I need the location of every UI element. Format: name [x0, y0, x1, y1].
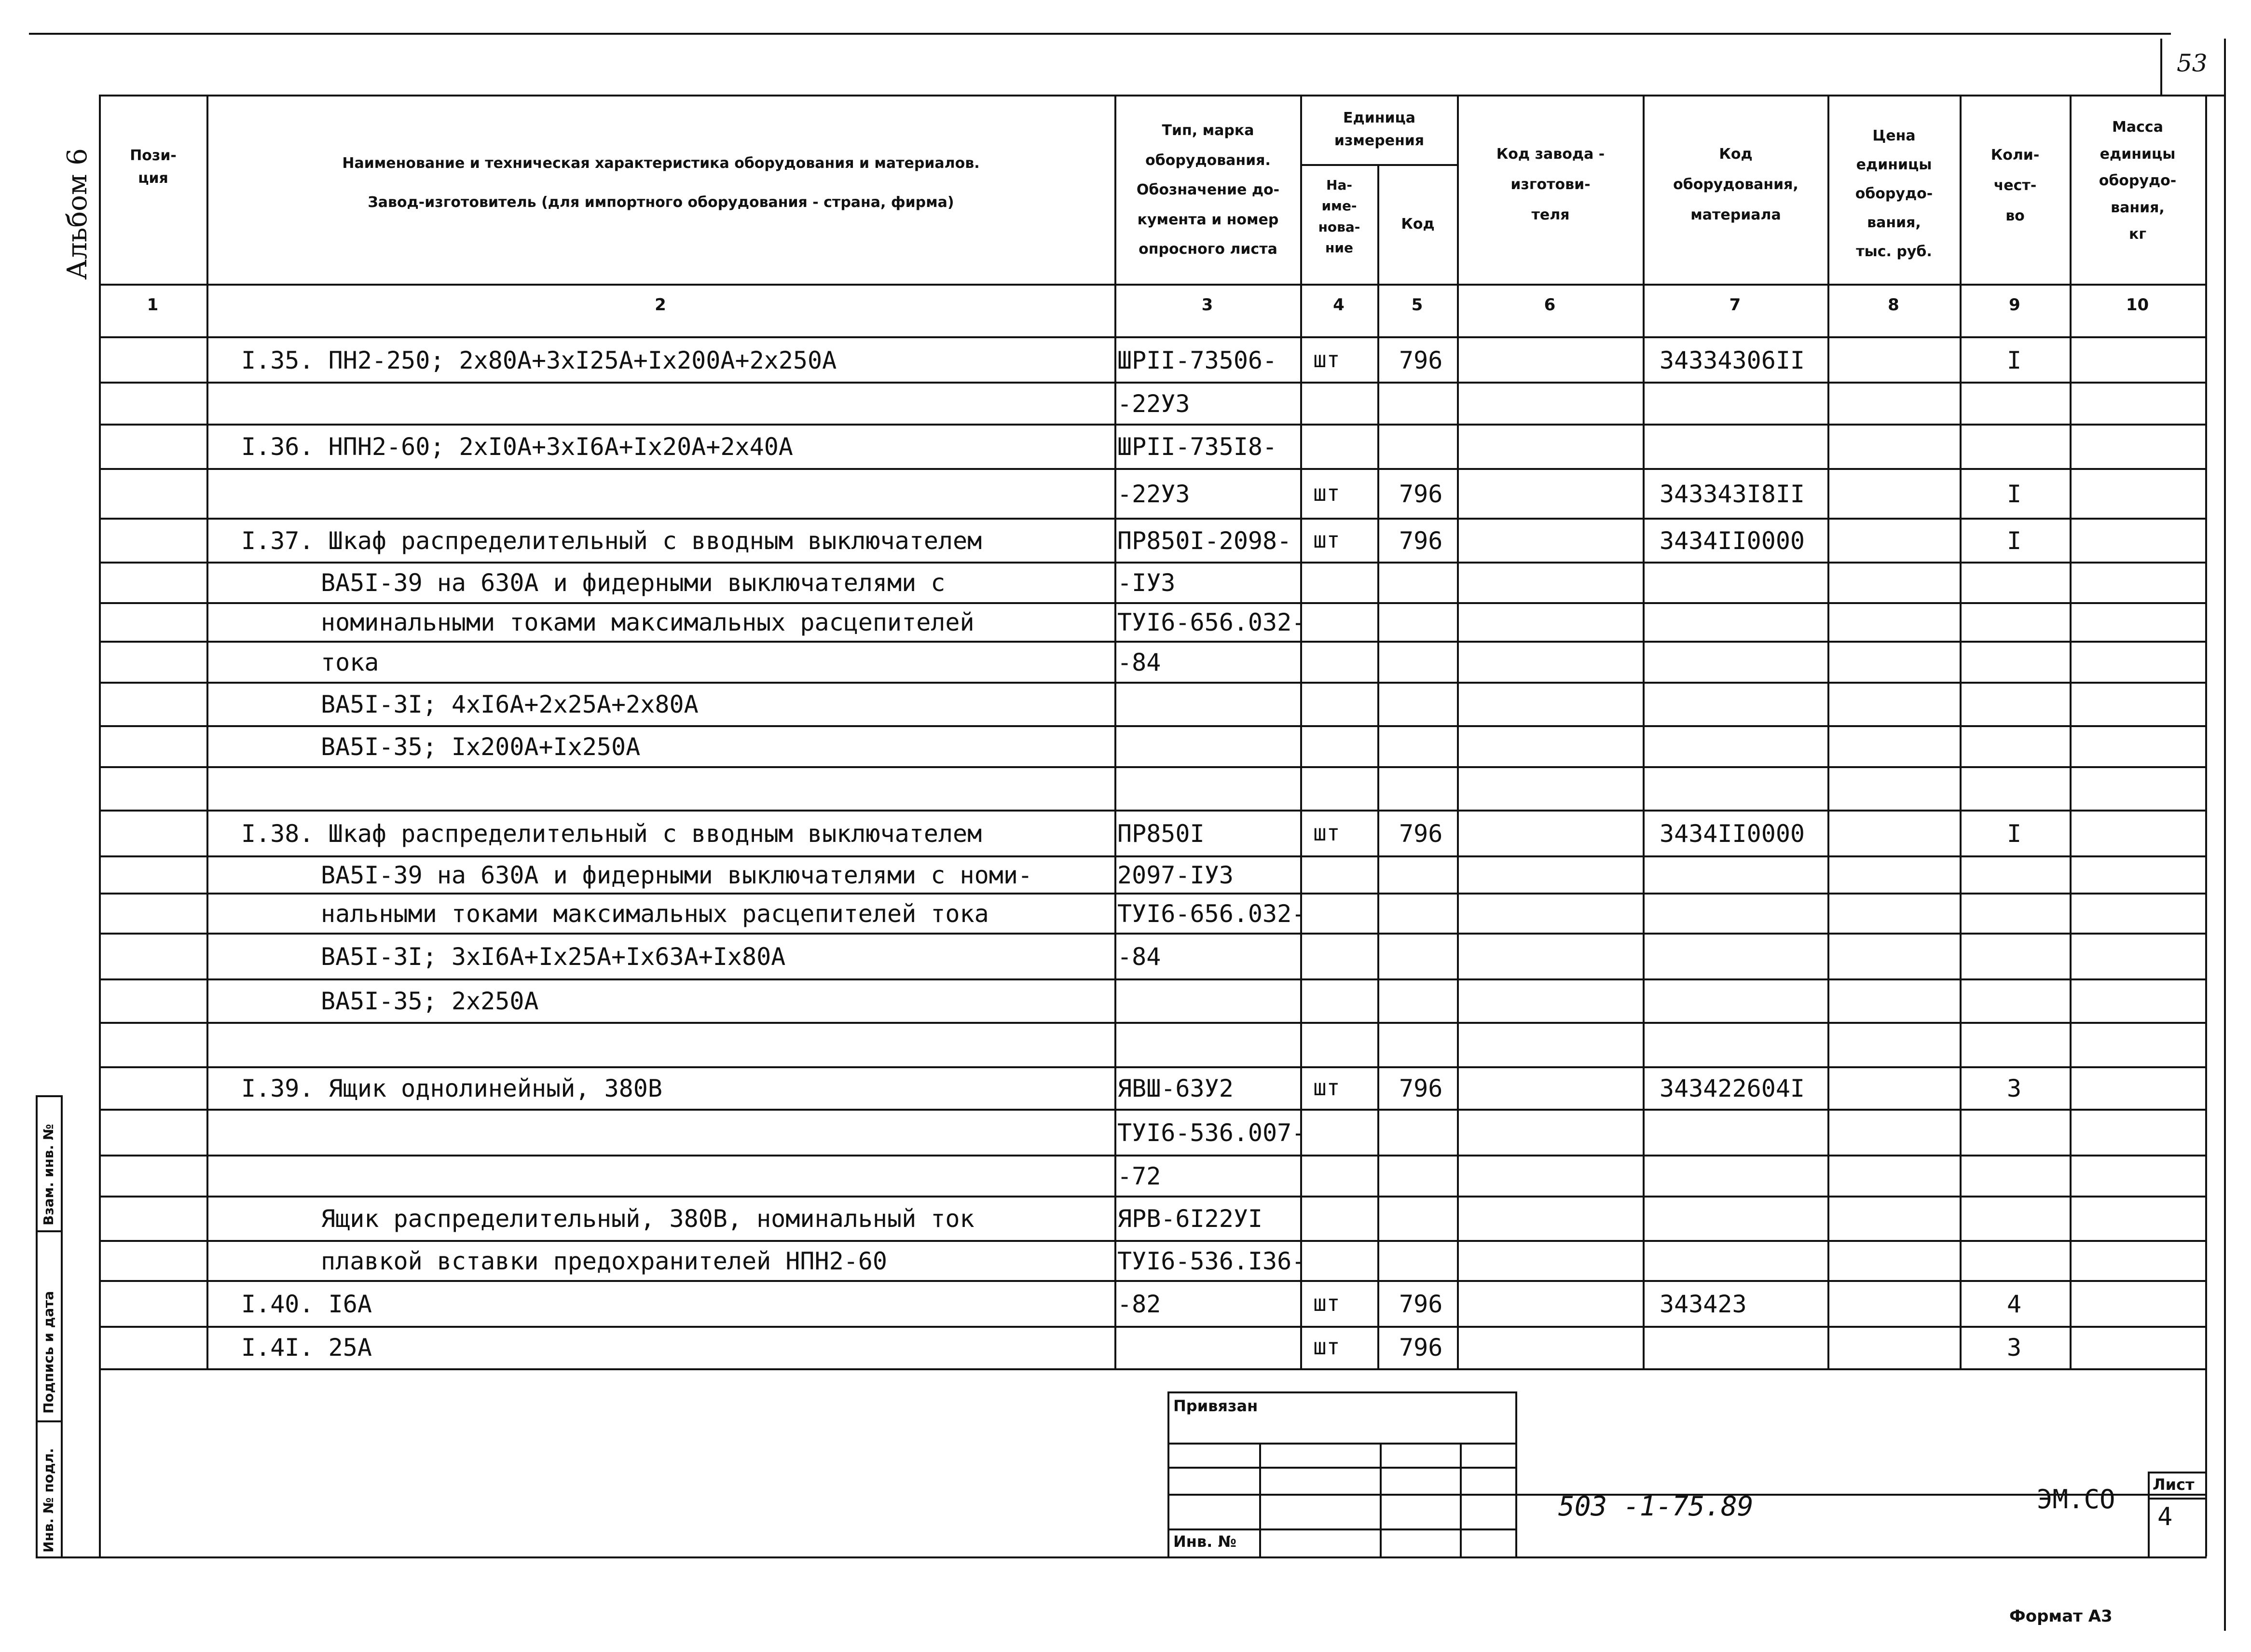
row-divider	[99, 1280, 2207, 1282]
row-type: -82	[1117, 1290, 1161, 1318]
column-number: 10	[2126, 295, 2149, 315]
row-divider	[99, 766, 2207, 768]
stamp-replacement-inventory: Взам. инв. №	[41, 1124, 56, 1225]
document-code: ЭМ.СО	[2037, 1484, 2115, 1514]
row-name: нальными токами максимальных расцепителей тока	[321, 899, 989, 928]
row-code: 796	[1399, 819, 1443, 848]
row-type: -22У3	[1117, 389, 1190, 418]
row-name: I.36. НПН2-60; 2хI0А+3хI6А+Iх20А+2х40А	[241, 433, 793, 461]
row-equip: 343343I8II	[1660, 480, 1805, 508]
row-code: 796	[1399, 526, 1443, 555]
row-divider	[99, 1022, 2207, 1024]
row-type: ШРII-73506-	[1117, 346, 1277, 374]
row-divider	[99, 562, 2207, 564]
row-divider	[99, 725, 2207, 727]
row-unit: шт	[1313, 480, 1340, 506]
row-name: тока	[321, 648, 379, 676]
row-name: Ящик распределительный, 380В, номинальный ток	[321, 1205, 975, 1233]
header-type: Тип, марка оборудования. Обозначение до- кумента и номер опросного листа	[1136, 122, 1280, 258]
row-divider	[99, 602, 2207, 604]
row-qty: I	[2007, 480, 2022, 508]
row-name: ВА5I-3I; 3хI6А+Iх25А+Iх63А+Iх80А	[321, 942, 786, 971]
row-unit: шт	[1313, 526, 1340, 553]
row-divider	[99, 855, 2207, 857]
row-type: 2097-IУ3	[1117, 861, 1234, 889]
column-number: 6	[1544, 295, 1556, 315]
row-equip: 343422604I	[1660, 1074, 1805, 1102]
row-type: ТУI6-656.032-	[1117, 899, 1306, 928]
row-unit: шт	[1313, 819, 1340, 846]
row-name: I.38. Шкаф распределительный с вводным выключателем	[241, 819, 982, 848]
row-type: -22У3	[1117, 480, 1190, 508]
row-name: I.35. ПН2-250; 2х80А+3хI25А+Iх200А+2х250А	[241, 346, 837, 374]
row-code: 796	[1399, 1290, 1443, 1318]
row-name: плавкой вставки предохранителей НПН2-60	[321, 1247, 887, 1275]
row-type: -IУ3	[1117, 569, 1176, 597]
row-qty: I	[2007, 346, 2022, 374]
row-name: I.37. Шкаф распределительный с вводным выключателем	[241, 526, 982, 555]
row-code: 796	[1399, 1074, 1443, 1102]
row-divider	[99, 1240, 2207, 1242]
header-equipment-code: Код оборудования, материала	[1673, 146, 1798, 223]
row-type: ПР850I-2098-	[1117, 526, 1292, 555]
row-qty: 3	[2007, 1074, 2022, 1102]
row-type: ЯВШ-63У2	[1117, 1074, 1234, 1102]
document-number: 503 -1-75.89	[1558, 1491, 1754, 1522]
header-quantity: Коли- чест- во	[1990, 147, 2040, 224]
header-unit-group: Единица измерения	[1334, 110, 1425, 149]
header-position: Пози- ция	[130, 147, 177, 187]
row-name: номинальными токами максимальных расцепителей	[321, 608, 975, 636]
row-type: ПР850I	[1117, 819, 1205, 848]
row-type: ТУI6-656.032-	[1117, 608, 1306, 636]
column-number: 8	[1888, 295, 1899, 315]
stamp-attached-label: Привязан	[1173, 1397, 1258, 1415]
row-divider	[99, 1196, 2207, 1198]
row-divider	[99, 382, 2207, 384]
row-equip: 34334306II	[1660, 346, 1805, 374]
row-divider	[99, 1109, 2207, 1111]
row-equip: 3434II0000	[1660, 819, 1805, 848]
row-divider	[99, 468, 2207, 470]
sheet-number: 4	[2157, 1502, 2173, 1531]
album-label: Альбом 6	[62, 148, 93, 280]
row-divider	[99, 933, 2207, 935]
row-unit: шт	[1313, 1290, 1340, 1316]
row-divider	[99, 893, 2207, 895]
row-code: 796	[1399, 1334, 1443, 1362]
row-name: ВА5I-39 на 630А и фидерными выключателями с	[321, 569, 946, 597]
row-divider	[99, 978, 2207, 980]
row-type: ТУI6-536.I36-	[1117, 1247, 1306, 1275]
row-divider	[99, 810, 2207, 812]
row-type: -84	[1117, 942, 1161, 971]
row-name: I.4I. 25А	[241, 1334, 372, 1362]
header-mass: Масса единицы оборудо- вания, кг	[2099, 119, 2177, 243]
column-number: 5	[1411, 295, 1423, 315]
page-number: 53	[2177, 49, 2208, 77]
row-divider	[99, 1326, 2207, 1328]
stamp-inventory-label: Инв. №	[1173, 1532, 1236, 1551]
row-qty: 4	[2007, 1290, 2022, 1318]
row-unit: шт	[1313, 1334, 1340, 1360]
row-qty: I	[2007, 819, 2022, 848]
row-divider	[99, 1155, 2207, 1156]
header-plant-code: Код завода - изготови- теля	[1496, 146, 1605, 223]
column-number: 4	[1333, 295, 1345, 315]
column-number: 3	[1201, 295, 1213, 315]
row-type: -72	[1117, 1162, 1161, 1190]
row-name: ВА5I-39 на 630А и фидерными выключателями с номи-	[321, 861, 1033, 889]
row-qty: 3	[2007, 1334, 2022, 1362]
row-unit: шт	[1313, 346, 1340, 372]
row-name: I.39. Ящик однолинейный, 380В	[241, 1074, 662, 1102]
column-number: 7	[1729, 295, 1741, 315]
row-divider	[99, 424, 2207, 426]
header-name: Наименование и техническая характеристика оборудования и материалов. Завод-изготовитель (для импортного оборудования - страна, фирма)	[342, 155, 980, 211]
row-type: ЯРВ-6I22УI	[1117, 1205, 1263, 1233]
row-name: I.40. I6А	[241, 1290, 372, 1318]
column-number: 1	[147, 295, 159, 315]
row-equip: 343423	[1660, 1290, 1747, 1318]
row-name: ВА5I-3I; 4хI6А+2х25А+2х80А	[321, 690, 699, 718]
stamp-original-inventory: Инв. № подл.	[41, 1448, 56, 1553]
row-divider	[99, 682, 2207, 684]
row-code: 796	[1399, 346, 1443, 374]
row-type: ТУI6-536.007-	[1117, 1118, 1306, 1147]
row-equip: 3434II0000	[1660, 526, 1805, 555]
row-name: ВА5I-35; Iх200А+Iх250А	[321, 732, 641, 761]
format-label: Формат А3	[2009, 1607, 2113, 1626]
row-divider	[99, 641, 2207, 643]
row-code: 796	[1399, 480, 1443, 508]
sheet-label: Лист	[2153, 1475, 2195, 1494]
row-name: ВА5I-35; 2х250А	[321, 987, 539, 1015]
header-price: Цена единицы оборудо- вания, тыс. руб.	[1855, 127, 1933, 260]
stamp-signature-date: Подпись и дата	[41, 1291, 56, 1414]
row-divider	[99, 1066, 2207, 1068]
header-unit-code: Код	[1401, 216, 1435, 233]
header-unit-name: На- име- нова- ние	[1318, 177, 1360, 256]
column-number: 2	[655, 295, 666, 315]
row-type: ШРII-735I8-	[1117, 433, 1277, 461]
row-unit: шт	[1313, 1074, 1340, 1101]
row-divider	[99, 518, 2207, 520]
column-number: 9	[2009, 295, 2020, 315]
row-type: -84	[1117, 648, 1161, 676]
row-qty: I	[2007, 526, 2022, 555]
